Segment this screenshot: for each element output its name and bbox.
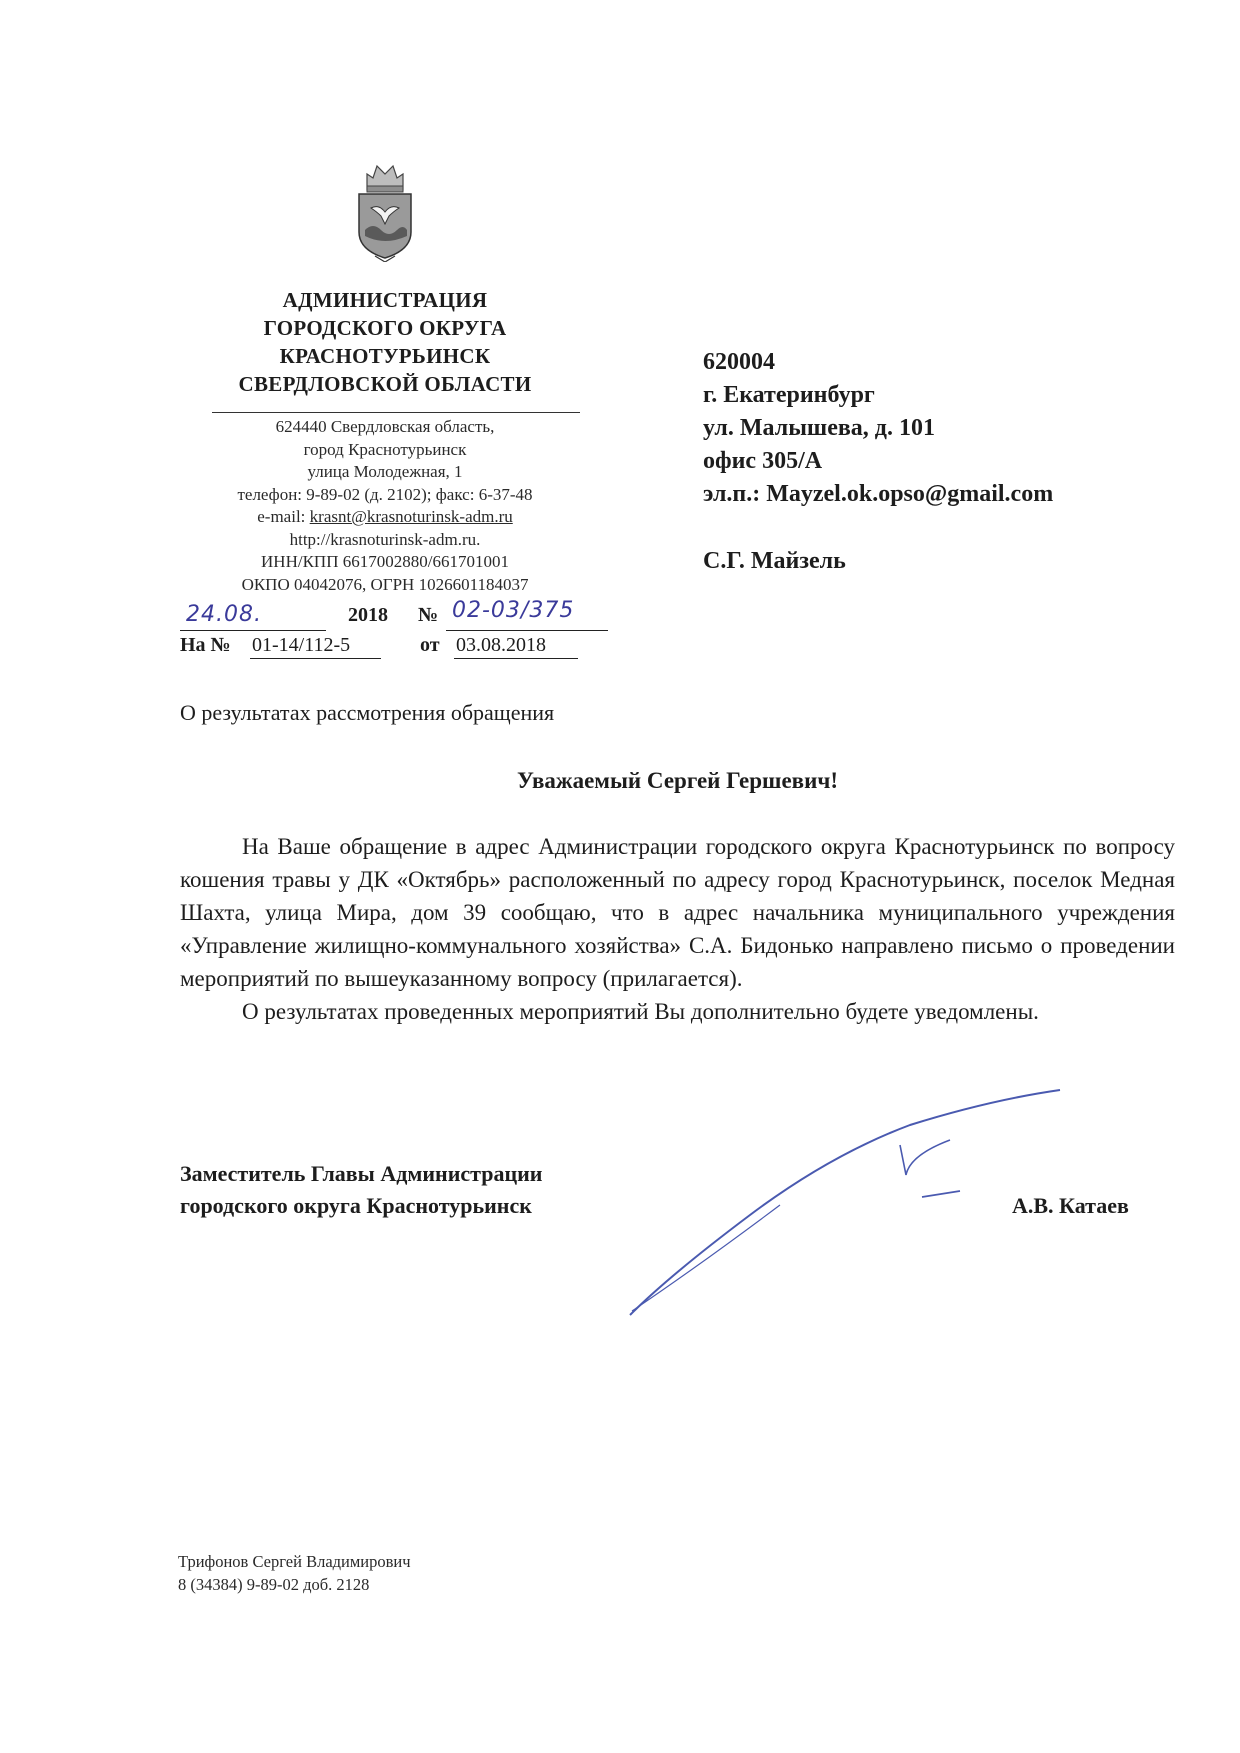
organization-name bbox=[190, 286, 580, 398]
email-line bbox=[190, 506, 580, 529]
org-line-3: КРАСНОТУРЬИНСК bbox=[279, 344, 491, 368]
greeting: Уважаемый Сергей Гершевич! bbox=[517, 768, 838, 793]
from-label: от bbox=[420, 634, 440, 656]
signer-position bbox=[180, 1158, 542, 1222]
address-line-2: город Краснотурьинск bbox=[303, 439, 467, 459]
body-paragraph-1: На Ваше обращение в адрес Администрации городского округа Краснотурьинск по вопросу кошения травы у ДК «Октябрь» расположенный по адресу город Краснотурьинск, поселок Медная Шахта, улица Мира, дом 39 сообщаю, что в адрес начальника муниципального учреждения «Управление жилищно-коммунального хозяйства» С.А. Бидонько направлено письмо о проведении мероприятий по вышеуказанному вопросу (прилагается). bbox=[180, 834, 1175, 991]
email-link[interactable]: krasnt@krasnoturinsk-adm.ru bbox=[309, 507, 513, 526]
addressee-street: ул. Малышева, д. 101 bbox=[703, 415, 935, 441]
org-line-4: СВЕРДЛОВСКОЙ ОБЛАСТИ bbox=[238, 372, 532, 396]
addressee-email: эл.п.: Mayzel.ok.opso@gmail.com bbox=[703, 481, 1054, 507]
letter-subject: О результатах рассмотрения обращения bbox=[180, 700, 555, 725]
website-link[interactable]: http://krasnoturinsk-adm.ru. bbox=[289, 529, 481, 549]
handwritten-number: 02-03/375 bbox=[452, 598, 575, 623]
executor-name: Трифонов Сергей Владимирович bbox=[178, 1552, 411, 1571]
handwritten-signature bbox=[610, 1085, 1080, 1325]
addressee-block bbox=[703, 346, 1053, 511]
okpo-ogrn: ОКПО 04042076, ОГРН 1026601184037 bbox=[241, 574, 529, 594]
executor-phone: 8 (34384) 9-89-02 доб. 2128 bbox=[178, 1575, 370, 1594]
position-line-1: Заместитель Главы Администрации bbox=[180, 1161, 543, 1186]
executor-info bbox=[178, 1550, 411, 1596]
org-line-2: ГОРОДСКОГО ОКРУГА bbox=[263, 316, 507, 340]
addressee-postcode: 620004 bbox=[703, 349, 775, 375]
address-line-1: 624440 Свердловская область, bbox=[275, 417, 495, 436]
position-line-2: городского округа Краснотурьинск bbox=[180, 1193, 532, 1218]
date-field bbox=[180, 604, 326, 631]
letterhead-divider bbox=[212, 412, 580, 413]
signer-name: А.В. Катаев bbox=[1012, 1193, 1129, 1218]
org-line-1: АДМИНИСТРАЦИЯ bbox=[282, 288, 488, 312]
ref-number: 01-14/112-5 bbox=[252, 634, 351, 656]
body-paragraph-2: О результатах проведенных мероприятий Вы дополнительно будете уведомлены. bbox=[242, 999, 1039, 1024]
addressee-city: г. Екатеринбург bbox=[703, 382, 875, 408]
year: 2018 bbox=[348, 604, 388, 626]
handwritten-date: 24.08. bbox=[186, 602, 262, 627]
ref-number-field bbox=[250, 634, 381, 659]
phone-fax-line: телефон: 9-89-02 (д. 2102); факс: 6-37-48 bbox=[237, 484, 533, 504]
number-field bbox=[446, 598, 608, 631]
letter-body bbox=[180, 830, 1175, 1028]
addressee-name: С.Г. Майзель bbox=[703, 548, 846, 574]
ref-label: На № bbox=[180, 634, 231, 656]
ref-date-field bbox=[454, 634, 578, 659]
address-line-3: улица Молодежная, 1 bbox=[307, 462, 463, 481]
contacts-block bbox=[190, 416, 580, 596]
registration-line bbox=[180, 598, 620, 634]
coat-of-arms-icon bbox=[353, 160, 417, 262]
inn-kpp: ИНН/КПП 6617002880/661701001 bbox=[261, 552, 509, 571]
number-label: № bbox=[418, 604, 439, 626]
addressee-office: офис 305/А bbox=[703, 448, 823, 474]
email-label: e-mail: bbox=[257, 507, 310, 526]
ref-date: 03.08.2018 bbox=[456, 634, 546, 656]
